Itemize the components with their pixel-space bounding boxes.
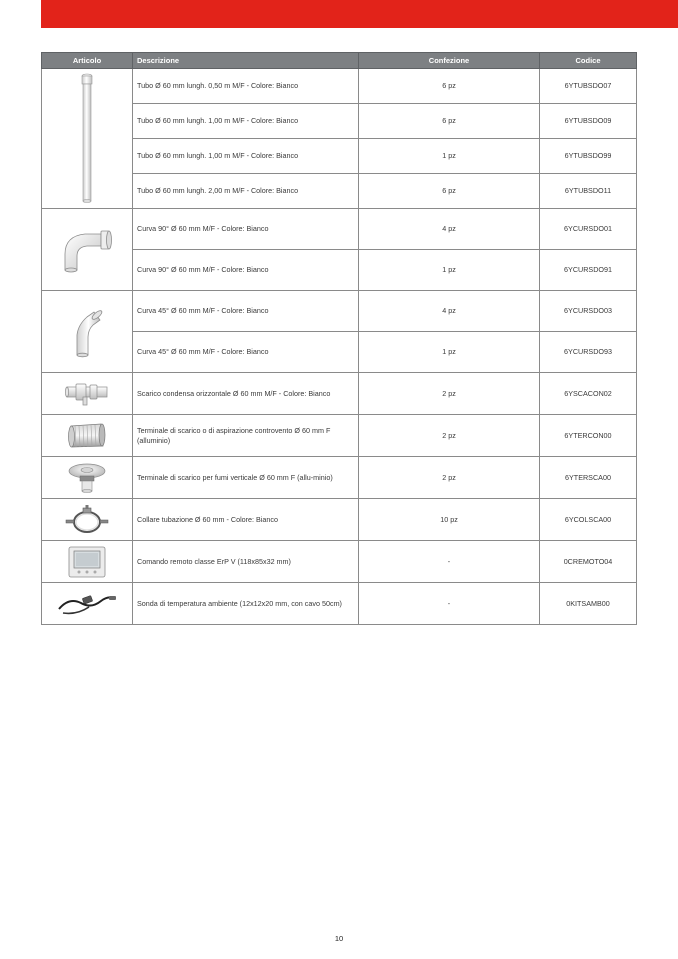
row-code: 6YCOLSCA00 bbox=[540, 499, 637, 541]
row-code: 6YCURSDO93 bbox=[540, 332, 637, 373]
table-header-row bbox=[42, 53, 637, 69]
table-row bbox=[42, 415, 637, 457]
row-code: 6YTUBSDO09 bbox=[540, 104, 637, 139]
row-packaging: 1 pz bbox=[359, 250, 540, 291]
table-row bbox=[42, 69, 637, 104]
row-packaging: 1 pz bbox=[359, 139, 540, 174]
condensate-drain-image bbox=[42, 373, 133, 415]
table-row bbox=[42, 583, 637, 625]
header-red-bar bbox=[41, 0, 678, 28]
row-description: Tubo Ø 60 mm lungh. 2,00 m M/F - Colore: Bianco bbox=[133, 174, 359, 209]
row-packaging: 2 pz bbox=[359, 457, 540, 499]
row-packaging: 4 pz bbox=[359, 209, 540, 250]
row-packaging: 2 pz bbox=[359, 415, 540, 457]
table-row bbox=[42, 499, 637, 541]
row-packaging: - bbox=[359, 583, 540, 625]
product-table bbox=[41, 52, 637, 625]
table-row bbox=[42, 209, 637, 250]
row-packaging: 4 pz bbox=[359, 291, 540, 332]
row-packaging: - bbox=[359, 541, 540, 583]
table-row bbox=[42, 541, 637, 583]
row-description: Curva 45° Ø 60 mm M/F - Colore: Bianco bbox=[133, 291, 359, 332]
row-packaging: 1 pz bbox=[359, 332, 540, 373]
pipe-collar-image bbox=[42, 499, 133, 541]
row-packaging: 10 pz bbox=[359, 499, 540, 541]
row-description: Terminale di scarico per fumi verticale Ø 60 mm F (allu-minio) bbox=[133, 457, 359, 499]
row-description: Scarico condensa orizzontale Ø 60 mm M/F - Colore: Bianco bbox=[133, 373, 359, 415]
row-code: 6YCURSDO03 bbox=[540, 291, 637, 332]
temperature-probe-image bbox=[42, 583, 133, 625]
row-description: Terminale di scarico o di aspirazione controvento Ø 60 mm F (alluminio) bbox=[133, 415, 359, 457]
remote-control-image bbox=[42, 541, 133, 583]
row-description: Sonda di temperatura ambiente (12x12x20 mm, con cavo 50cm) bbox=[133, 583, 359, 625]
row-description: Comando remoto classe ErP V (118x85x32 mm) bbox=[133, 541, 359, 583]
row-packaging: 6 pz bbox=[359, 69, 540, 104]
row-description: Curva 45° Ø 60 mm M/F - Colore: Bianco bbox=[133, 332, 359, 373]
row-code: 6YTERSCA00 bbox=[540, 457, 637, 499]
column-header-descrizione: Descrizione bbox=[133, 53, 359, 69]
table-row bbox=[42, 291, 637, 332]
column-header-codice: Codice bbox=[540, 53, 637, 69]
row-code: 0CREMOTO04 bbox=[540, 541, 637, 583]
row-packaging: 6 pz bbox=[359, 104, 540, 139]
row-description: Tubo Ø 60 mm lungh. 1,00 m M/F - Colore: Bianco bbox=[133, 104, 359, 139]
row-description: Tubo Ø 60 mm lungh. 0,50 m M/F - Colore: Bianco bbox=[133, 69, 359, 104]
row-code: 6YCURSDO91 bbox=[540, 250, 637, 291]
row-code: 6YCURSDO01 bbox=[540, 209, 637, 250]
row-code: 6YTERCON00 bbox=[540, 415, 637, 457]
column-header-confezione: Confezione bbox=[359, 53, 540, 69]
row-description: Collare tubazione Ø 60 mm - Colore: Bianco bbox=[133, 499, 359, 541]
row-code: 6YSCACON02 bbox=[540, 373, 637, 415]
wind-terminal-image bbox=[42, 415, 133, 457]
row-code: 0KITSAMB00 bbox=[540, 583, 637, 625]
row-packaging: 6 pz bbox=[359, 174, 540, 209]
vertical-flue-terminal-image bbox=[42, 457, 133, 499]
elbow-45-image bbox=[42, 291, 133, 373]
tube-image bbox=[42, 69, 133, 209]
row-code: 6YTUBSDO99 bbox=[540, 139, 637, 174]
table-row bbox=[42, 457, 637, 499]
row-description: Curva 90° Ø 60 mm M/F - Colore: Bianco bbox=[133, 209, 359, 250]
row-description: Curva 90° Ø 60 mm M/F - Colore: Bianco bbox=[133, 250, 359, 291]
row-code: 6YTUBSDO11 bbox=[540, 174, 637, 209]
column-header-articolo: Articolo bbox=[42, 53, 133, 69]
page-number: 10 bbox=[334, 934, 344, 943]
elbow-90-image bbox=[42, 209, 133, 291]
row-code: 6YTUBSDO07 bbox=[540, 69, 637, 104]
row-description: Tubo Ø 60 mm lungh. 1,00 m M/F - Colore: Bianco bbox=[133, 139, 359, 174]
table-row bbox=[42, 373, 637, 415]
row-packaging: 2 pz bbox=[359, 373, 540, 415]
